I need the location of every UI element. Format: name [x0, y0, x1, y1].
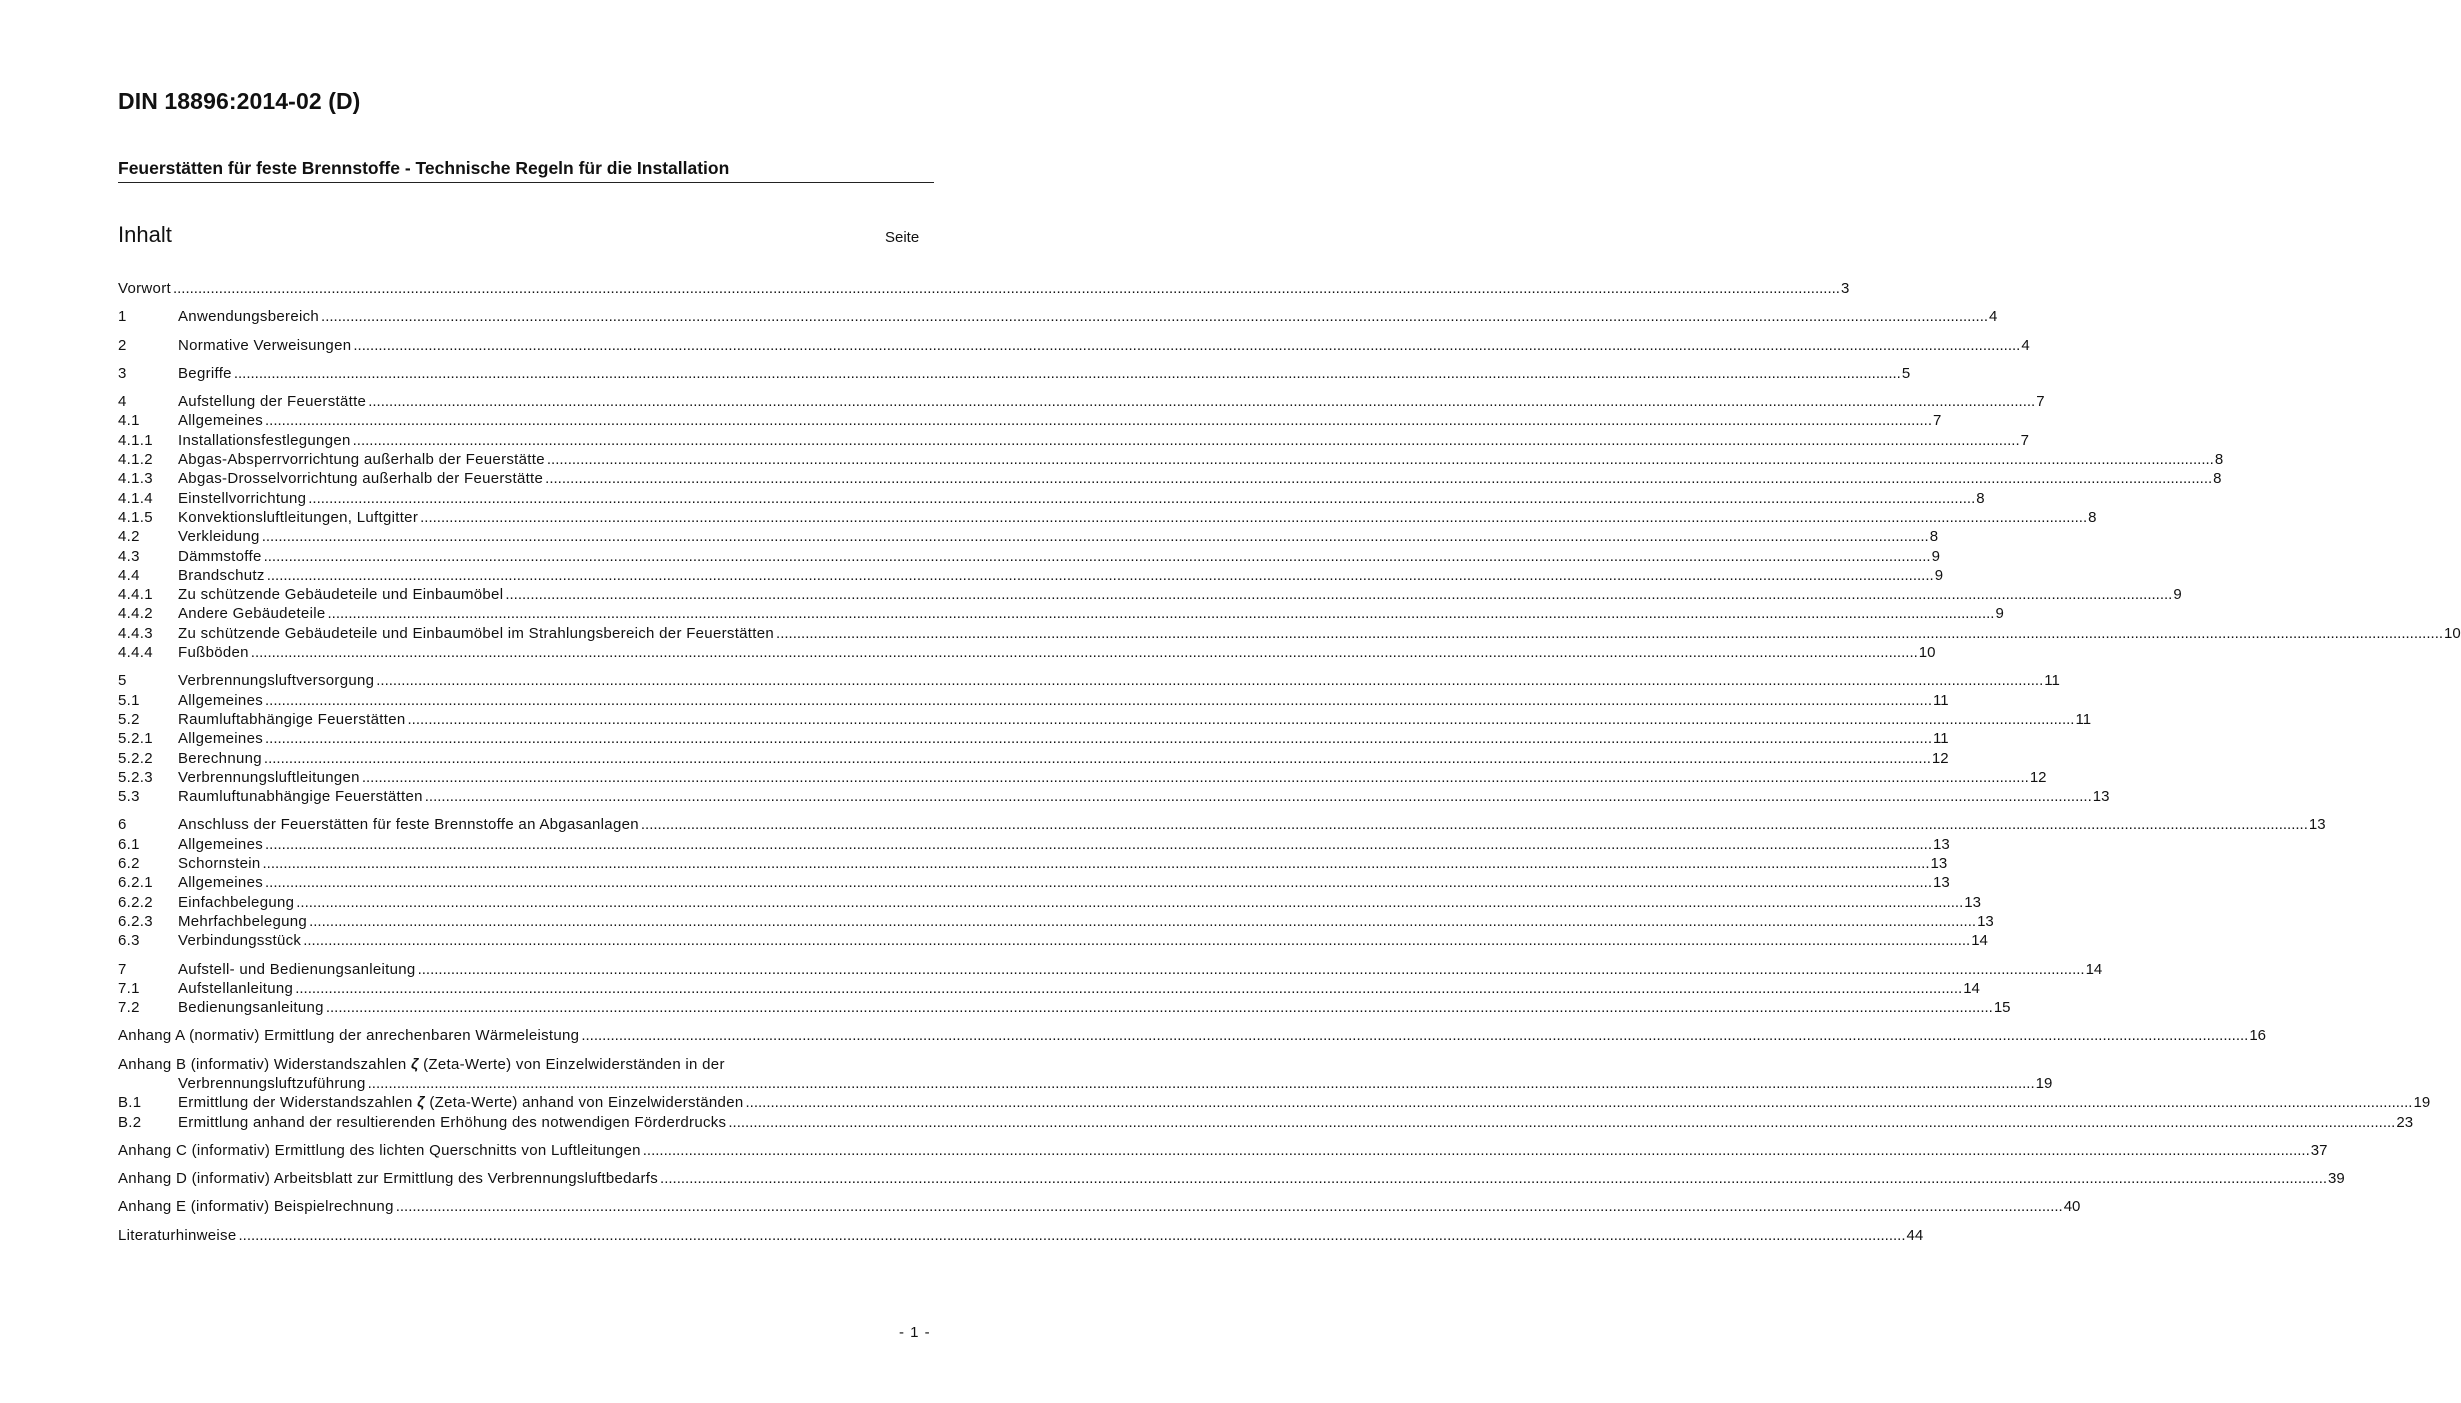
dot-leader: ................................................................................................................................................................................................................................................................................................................................................................................................................ — [296, 893, 1964, 911]
toc-entry-title: Ermittlung anhand der resultierenden Erhöhung des notwendigen Förderdrucks — [178, 1113, 727, 1131]
toc-entry-number: 7 — [118, 960, 127, 978]
toc-section — [118, 336, 2030, 355]
toc-entry-title: Verbrennungsluftleitungen — [178, 768, 360, 786]
dot-leader: ................................................................................................................................................................................................................................................................................................................................................................................................................ — [295, 979, 1963, 997]
toc-entry-page: 11 — [2044, 672, 2060, 690]
dot-leader: ................................................................................................................................................................................................................................................................................................................................................................................................................ — [261, 528, 1929, 546]
toc-entry-page: 9 — [2173, 586, 2182, 604]
dot-leader: ................................................................................................................................................................................................................................................................................................................................................................................................................ — [352, 431, 2020, 449]
dot-leader: ................................................................................................................................................................................................................................................................................................................................................................................................................ — [303, 932, 1971, 950]
dot-leader: ................................................................................................................................................................................................................................................................................................................................................................................................................ — [325, 999, 1993, 1017]
toc-entry[interactable] — [118, 931, 1988, 950]
toc-entry-page: 14 — [1971, 932, 1988, 950]
toc-entry[interactable] — [118, 1169, 2345, 1188]
toc-entry[interactable] — [118, 624, 2461, 643]
toc-entry-number: 4.1.1 — [118, 431, 153, 449]
dot-leader: ................................................................................................................................................................................................................................................................................................................................................................................................................ — [172, 280, 1840, 297]
toc-entry-title: Konvektionsluftleitungen, Luftgitter — [178, 508, 419, 526]
toc-section — [118, 307, 1998, 326]
dot-leader: ................................................................................................................................................................................................................................................................................................................................................................................................................ — [265, 730, 1933, 748]
toc-entry-page: 10 — [2444, 624, 2461, 642]
toc-entry[interactable] — [118, 768, 2047, 787]
toc-entry-title: Verbindungsstück — [178, 932, 302, 950]
toc-entry-page: 8 — [2213, 470, 2222, 488]
toc-entry-number: 1 — [118, 308, 127, 326]
page-number: - 1 - — [899, 1324, 931, 1341]
toc-entry[interactable] — [118, 508, 2097, 527]
toc-entry-number: 4 — [118, 393, 127, 411]
toc-section — [118, 1026, 2267, 1045]
toc-entry-page: 14 — [2085, 960, 2103, 978]
toc-entry-title: Anhang D (informativ) Arbeitsblatt zur Ermittlung des Verbrennungsluftbedarfs — [118, 1170, 659, 1188]
toc-entry-title: Schornstein — [178, 855, 261, 873]
toc-entry[interactable] — [118, 431, 2029, 450]
toc-entry[interactable] — [118, 1141, 2328, 1160]
toc-entry[interactable] — [118, 979, 1980, 998]
toc-entry[interactable] — [118, 749, 1949, 768]
toc-entry-number: 4.1 — [118, 412, 140, 430]
toc-entry-number: 3 — [118, 364, 127, 382]
toc-entry-title: Bedienungsanleitung — [178, 999, 324, 1017]
toc-entry-page: 9 — [1931, 547, 1940, 565]
toc-entry[interactable] — [118, 585, 2182, 604]
toc-entry-number: B.2 — [118, 1113, 142, 1131]
dot-leader: ................................................................................................................................................................................................................................................................................................................................................................................................................ — [581, 1027, 2249, 1045]
toc-section — [118, 1169, 2345, 1188]
toc-entry-number: 5.2.3 — [118, 768, 153, 786]
dot-leader: ................................................................................................................................................................................................................................................................................................................................................................................................................ — [505, 586, 2173, 604]
toc-entry-title: Raumluftabhängige Feuerstätten — [178, 710, 406, 728]
page-column-label: Seite — [885, 229, 920, 246]
dot-leader: ................................................................................................................................................................................................................................................................................................................................................................................................................ — [420, 508, 2088, 526]
toc-entry-page: 39 — [2328, 1170, 2345, 1188]
toc-entry-page: 3 — [1840, 280, 1850, 297]
toc-entry[interactable] — [118, 566, 1944, 585]
toc-entry-page: 19 — [2413, 1094, 2431, 1112]
toc-entry-title: Vorwort — [118, 280, 171, 297]
toc-entry-page: 12 — [2029, 768, 2047, 786]
toc-entry[interactable] — [118, 671, 2060, 690]
toc-entry-page: 13 — [1930, 855, 1948, 873]
dot-leader: ................................................................................................................................................................................................................................................................................................................................................................................................................ — [327, 605, 1995, 623]
toc-section — [118, 1141, 2328, 1160]
toc-entry[interactable] — [118, 710, 2092, 729]
dot-leader: ................................................................................................................................................................................................................................................................................................................................................................................................................ — [660, 1170, 2328, 1188]
toc-entry-page: 8 — [1929, 528, 1939, 546]
document-title: Feuerstätten für feste Brennstoffe - Technische Regeln für die Installation — [118, 158, 730, 178]
dot-leader: ................................................................................................................................................................................................................................................................................................................................................................................................................ — [265, 412, 1933, 430]
toc-section — [118, 671, 2110, 806]
dot-leader: ................................................................................................................................................................................................................................................................................................................................................................................................................ — [266, 566, 1934, 584]
toc-entry-page: 13 — [1977, 912, 1994, 930]
toc-section — [118, 392, 2461, 662]
toc-heading: Inhalt — [118, 222, 172, 247]
toc-entry-page: 8 — [2214, 451, 2224, 469]
toc-entry[interactable] — [118, 835, 1950, 854]
toc-section — [118, 364, 1911, 383]
toc-entry[interactable] — [118, 998, 2011, 1017]
toc-entry-title: Verbrennungsluftversorgung — [178, 672, 375, 690]
toc-entry[interactable] — [118, 527, 1939, 546]
toc-entry-title: Allgemeines — [178, 412, 264, 430]
toc-entry[interactable] — [118, 893, 1981, 912]
toc-entry-page: 13 — [1933, 874, 1950, 892]
toc-entry[interactable] — [118, 604, 2004, 623]
toc-entry[interactable] — [118, 1226, 1924, 1245]
toc-entry[interactable] — [118, 1026, 2267, 1045]
dot-leader: ................................................................................................................................................................................................................................................................................................................................................................................................................ — [353, 336, 2021, 354]
toc-entry-title: Fußböden — [178, 644, 249, 662]
toc-entry-page: 13 — [2092, 788, 2110, 806]
document-id: DIN 18896:2014-02 (D) — [118, 88, 361, 114]
toc-entry-title: Raumluftunabhängige Feuerstätten — [178, 788, 423, 806]
toc-section — [118, 279, 1850, 298]
toc-entry-number: 4.1.2 — [118, 451, 153, 469]
toc-entry[interactable] — [118, 364, 1911, 383]
toc-entry[interactable] — [118, 307, 1998, 326]
toc-entry-title: Brandschutz — [178, 566, 265, 584]
dot-leader: ................................................................................................................................................................................................................................................................................................................................................................................................................ — [640, 816, 2308, 834]
toc-entry-page: 13 — [2308, 816, 2326, 834]
toc-entry-title: Einfachbelegung — [178, 893, 295, 911]
toc-entry-number: 4.4.4 — [118, 644, 153, 662]
zeta-symbol: ζ — [410, 1055, 419, 1073]
toc-entry-title: Mehrfachbelegung — [178, 912, 308, 930]
toc-entry-number: 5.2.1 — [118, 730, 153, 748]
dot-leader: ................................................................................................................................................................................................................................................................................................................................................................................................................ — [395, 1198, 2063, 1216]
toc-entry-number: 6.3 — [118, 932, 140, 950]
toc-entry-title: Allgemeines — [178, 874, 264, 892]
toc-entry-page: 19 — [2035, 1074, 2053, 1092]
table-of-contents — [118, 279, 2461, 1254]
toc-entry[interactable] — [118, 1074, 2053, 1093]
toc-entry[interactable] — [118, 411, 1942, 430]
toc-entry-page: 13 — [1964, 893, 1981, 911]
toc-entry-number: 4.1.4 — [118, 489, 153, 507]
toc-entry-title: Einstellvorrichtung — [178, 489, 307, 507]
toc-entry-title: Allgemeines — [178, 730, 264, 748]
toc-entry-title: Begriffe — [178, 364, 232, 382]
toc-entry-page: 10 — [1918, 644, 1936, 662]
dot-leader: ................................................................................................................................................................................................................................................................................................................................................................................................................ — [308, 489, 1976, 507]
dot-leader: ................................................................................................................................................................................................................................................................................................................................................................................................................ — [642, 1141, 2310, 1159]
toc-entry-title: Anhang C (informativ) Ermittlung des lichten Querschnitts von Luftleitungen — [118, 1141, 641, 1159]
toc-entry-number: 5 — [118, 672, 127, 690]
toc-entry-page: 14 — [1963, 979, 1980, 997]
toc-entry[interactable] — [118, 336, 2030, 355]
toc-entry-title: Installationsfestlegungen — [178, 431, 351, 449]
toc-entry-title: Aufstell- und Bedienungsanleitung — [178, 960, 416, 978]
dot-leader: ................................................................................................................................................................................................................................................................................................................................................................................................................ — [376, 672, 2044, 690]
toc-entry-page: 4 — [1989, 308, 1998, 326]
dot-leader: ................................................................................................................................................................................................................................................................................................................................................................................................................ — [263, 547, 1931, 565]
toc-entry-title: Berechnung — [178, 749, 262, 767]
toc-section — [118, 960, 2103, 1018]
toc-entry-number: 5.1 — [118, 691, 140, 709]
toc-entry-page: 44 — [1906, 1226, 1924, 1244]
toc-entry-number: 4.3 — [118, 547, 140, 565]
toc-entry[interactable] — [118, 912, 1994, 931]
toc-entry-page: 40 — [2063, 1198, 2081, 1216]
toc-entry-number: 7.1 — [118, 979, 140, 997]
dot-leader: ................................................................................................................................................................................................................................................................................................................................................................................................................ — [233, 364, 1901, 382]
toc-entry-title: Zu schützende Gebäudeteile und Einbaumöbel im Strahlungsbereich der Feuerstätten — [178, 624, 775, 642]
toc-entry-number: 6 — [118, 816, 127, 834]
dot-leader: ................................................................................................................................................................................................................................................................................................................................................................................................................ — [407, 710, 2075, 728]
toc-entry[interactable] — [118, 643, 1936, 662]
dot-leader: ................................................................................................................................................................................................................................................................................................................................................................................................................ — [424, 788, 2092, 806]
toc-entry-page: 11 — [1933, 691, 1949, 709]
dot-leader: ................................................................................................................................................................................................................................................................................................................................................................................................................ — [321, 308, 1989, 326]
dot-leader: ................................................................................................................................................................................................................................................................................................................................................................................................................ — [265, 874, 1933, 892]
toc-entry-number: 4.1.3 — [118, 470, 153, 488]
toc-entry[interactable] — [118, 450, 2224, 469]
toc-entry-title: Allgemeines — [178, 691, 264, 709]
toc-entry[interactable] — [118, 1055, 912, 1074]
dot-leader: ................................................................................................................................................................................................................................................................................................................................................................................................................ — [238, 1226, 1906, 1244]
toc-entry-title: Abgas-Absperrvorrichtung außerhalb der Feuerstätte — [178, 451, 545, 469]
toc-entry-number: 4.1.5 — [118, 508, 153, 526]
toc-entry[interactable] — [118, 469, 2222, 488]
toc-entry[interactable] — [118, 854, 1948, 873]
toc-entry-title: Aufstellung der Feuerstätte — [178, 393, 367, 411]
toc-entry[interactable] — [118, 815, 2326, 834]
toc-entry-number: 4.2 — [118, 528, 140, 546]
toc-entry-title: Abgas-Drosselvorrichtung außerhalb der Feuerstätte — [178, 470, 544, 488]
dot-leader: ................................................................................................................................................................................................................................................................................................................................................................................................................ — [776, 624, 2444, 642]
toc-entry-page: 11 — [2075, 710, 2092, 728]
toc-entry-title: Anhang E (informativ) Beispielrechnung — [118, 1198, 394, 1216]
toc-entry-title: Andere Gebäudeteile — [178, 605, 326, 623]
title-divider — [118, 182, 934, 183]
toc-entry[interactable] — [118, 691, 1949, 710]
toc-entry[interactable] — [118, 392, 2045, 411]
toc-entry[interactable] — [118, 729, 1949, 748]
toc-entry-number: 4.4.3 — [118, 624, 153, 642]
dot-leader: ................................................................................................................................................................................................................................................................................................................................................................................................................ — [545, 470, 2213, 488]
toc-entry-title: Normative Verweisungen — [178, 336, 352, 354]
toc-entry-number: 2 — [118, 336, 127, 354]
toc-entry-title: Anhang A (normativ) Ermittlung der anrechenbaren Wärmeleistung — [118, 1027, 580, 1045]
toc-entry-number: B.1 — [118, 1094, 142, 1112]
toc-entry-page: 12 — [1931, 749, 1949, 767]
toc-entry[interactable] — [118, 1197, 2081, 1216]
toc-entry-page: 11 — [1933, 730, 1949, 748]
toc-entry[interactable] — [118, 279, 1850, 298]
toc-entry-number: 6.2 — [118, 855, 140, 873]
toc-entry-page: 5 — [1901, 364, 1911, 382]
toc-entry-page: 23 — [2396, 1113, 2414, 1131]
toc-section — [118, 815, 2326, 950]
toc-entry-title: Allgemeines — [178, 835, 264, 853]
dot-leader: ................................................................................................................................................................................................................................................................................................................................................................................................................ — [417, 960, 2085, 978]
toc-entry-number: 4.4 — [118, 566, 140, 584]
toc-entry-page: 9 — [1934, 566, 1944, 584]
toc-entry-page: 9 — [1995, 605, 2004, 623]
toc-section — [118, 1055, 2431, 1132]
dot-leader: ................................................................................................................................................................................................................................................................................................................................................................................................................ — [367, 1074, 2035, 1092]
toc-entry[interactable] — [118, 787, 2110, 806]
toc-entry-page: 13 — [1933, 835, 1950, 853]
zeta-symbol: ζ — [417, 1094, 425, 1112]
toc-entry-page: 16 — [2249, 1027, 2267, 1045]
dot-leader: ................................................................................................................................................................................................................................................................................................................................................................................................................ — [728, 1113, 2396, 1131]
toc-entry-title: Dämmstoffe — [178, 547, 262, 565]
toc-entry-title: Zu schützende Gebäudeteile und Einbaumöbel — [178, 586, 504, 604]
toc-entry-title: Anwendungsbereich — [178, 308, 320, 326]
toc-entry[interactable] — [118, 1093, 2431, 1112]
toc-entry-page: 7 — [1933, 412, 1942, 430]
toc-section — [118, 1226, 1924, 1245]
toc-entry-title: Verkleidung — [178, 528, 260, 546]
toc-entry-title: Ermittlung der Widerstandszahlen ζ (Zeta-Werte) anhand von Einzelwiderständen — [178, 1094, 744, 1112]
toc-entry-page: 4 — [2021, 336, 2030, 354]
toc-entry-number: 4.4.1 — [118, 586, 153, 604]
toc-entry-page: 7 — [2020, 431, 2029, 449]
dot-leader: ................................................................................................................................................................................................................................................................................................................................................................................................................ — [265, 835, 1933, 853]
toc-entry-page: 7 — [2036, 393, 2045, 411]
toc-entry-number: 7.2 — [118, 999, 140, 1017]
dot-leader: ................................................................................................................................................................................................................................................................................................................................................................................................................ — [265, 691, 1933, 709]
toc-entry-title: Verbrennungsluftzuführung — [178, 1074, 366, 1092]
toc-entry-title: Literaturhinweise — [118, 1226, 237, 1244]
toc-section — [118, 1197, 2081, 1216]
toc-entry[interactable] — [118, 873, 1950, 892]
dot-leader: ................................................................................................................................................................................................................................................................................................................................................................................................................ — [361, 768, 2029, 786]
dot-leader: ................................................................................................................................................................................................................................................................................................................................................................................................................ — [546, 451, 2214, 469]
toc-entry-title: Aufstellanleitung — [178, 979, 294, 997]
toc-entry-page: 8 — [2088, 508, 2097, 526]
dot-leader: ................................................................................................................................................................................................................................................................................................................................................................................................................ — [368, 393, 2036, 411]
toc-entry[interactable] — [118, 960, 2103, 979]
toc-entry-page: 15 — [1993, 999, 2011, 1017]
toc-entry-number: 5.2 — [118, 710, 140, 728]
dot-leader: ................................................................................................................................................................................................................................................................................................................................................................................................................ — [250, 644, 1918, 662]
toc-entry-number: 6.2.2 — [118, 893, 153, 911]
dot-leader: ................................................................................................................................................................................................................................................................................................................................................................................................................ — [309, 912, 1977, 930]
toc-entry-number: 5.3 — [118, 788, 140, 806]
toc-entry-title: Anhang B (informativ) Widerstandszahlen ζ (Zeta-Werte) von Einzelwiderständen in der — [118, 1055, 725, 1073]
dot-leader: ................................................................................................................................................................................................................................................................................................................................................................................................................ — [262, 855, 1930, 873]
toc-entry-number: 5.2.2 — [118, 749, 153, 767]
dot-leader: ................................................................................................................................................................................................................................................................................................................................................................................................................ — [263, 749, 1931, 767]
toc-entry[interactable] — [118, 1113, 2414, 1132]
toc-entry-page: 37 — [2310, 1141, 2328, 1159]
toc-entry[interactable] — [118, 489, 1985, 508]
toc-entry[interactable] — [118, 547, 1940, 566]
toc-entry-number: 6.2.1 — [118, 874, 153, 892]
toc-entry-number: 4.4.2 — [118, 605, 153, 623]
toc-entry-page: 8 — [1976, 489, 1985, 507]
toc-entry-number: 6.1 — [118, 835, 140, 853]
toc-entry-title: Anschluss der Feuerstätten für feste Brennstoffe an Abgasanlagen — [178, 816, 639, 834]
dot-leader: ................................................................................................................................................................................................................................................................................................................................................................................................................ — [745, 1094, 2413, 1112]
toc-entry-number: 6.2.3 — [118, 912, 153, 930]
